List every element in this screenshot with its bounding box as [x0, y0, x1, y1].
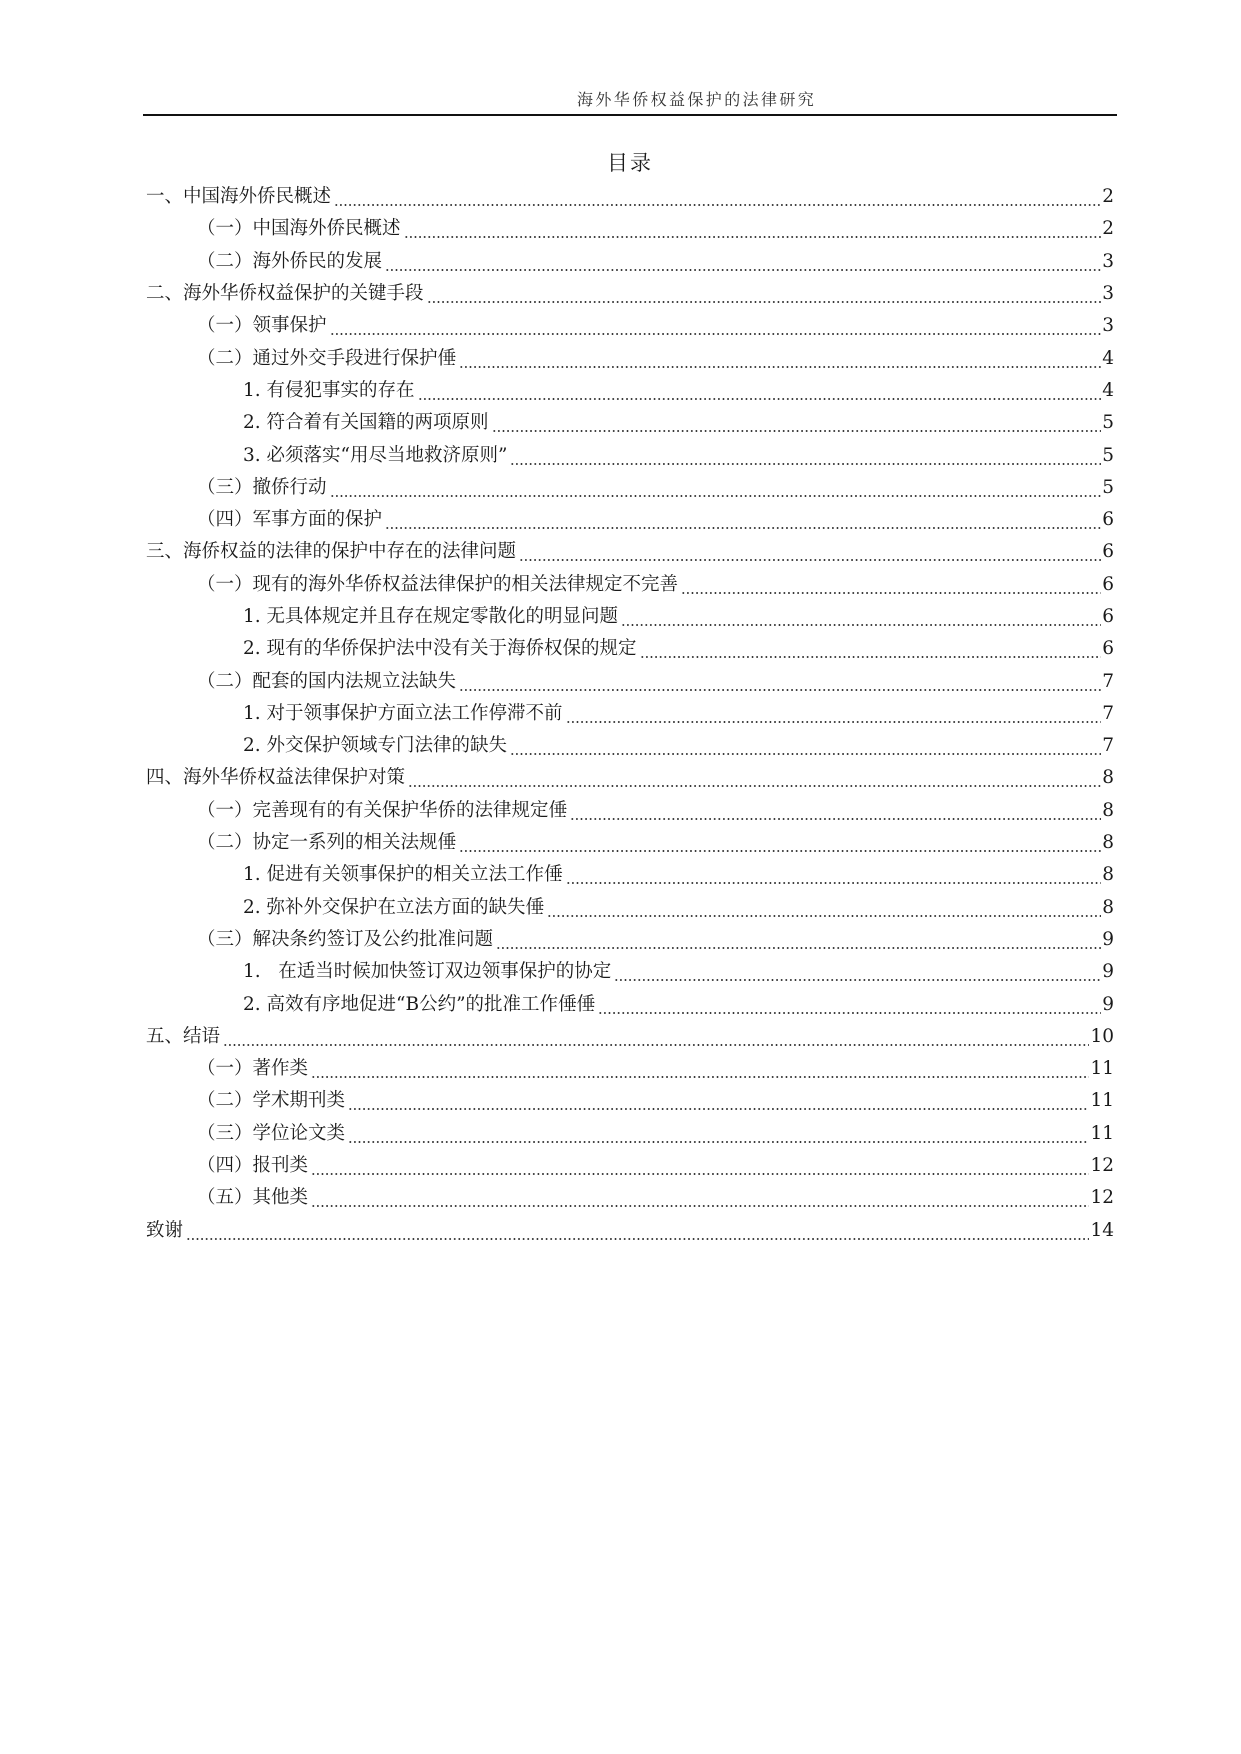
- toc-entry-label: （五）其他类: [197, 1187, 309, 1209]
- toc-entry-page: 3: [1102, 315, 1114, 337]
- toc-subsection-entry: [146, 439, 1114, 471]
- table-of-contents: [146, 181, 1114, 1247]
- toc-entry-page: 11: [1090, 1058, 1114, 1080]
- toc-entry-label: 四、海外华侨权益法律保护对策: [146, 767, 406, 789]
- toc-entry-label: 1. 有侵犯事实的存在: [243, 379, 415, 401]
- toc-subsection-entry: [146, 407, 1114, 439]
- toc-entry-page: 6: [1102, 541, 1114, 563]
- dot-leader: [496, 946, 1101, 950]
- toc-entry-page: 4: [1102, 379, 1114, 401]
- toc-entry-label: 2. 弥补外交保护在立法方面的缺失倕: [243, 896, 545, 918]
- toc-section-entry: [146, 1053, 1114, 1085]
- dot-leader: [330, 332, 1102, 336]
- toc-section-entry: [146, 472, 1114, 504]
- toc-entry-label: 致谢: [146, 1219, 184, 1241]
- dot-leader: [547, 914, 1101, 918]
- toc-entry-label: 2. 外交保护领域专门法律的缺失: [243, 735, 508, 757]
- dot-leader: [614, 978, 1101, 982]
- toc-entry-page: 3: [1102, 283, 1114, 305]
- dot-leader: [566, 881, 1102, 885]
- toc-section-entry: [146, 213, 1114, 245]
- toc-section-entry: [146, 1182, 1114, 1214]
- toc-chapter-entry: [146, 536, 1114, 568]
- toc-section-entry: [146, 342, 1114, 374]
- toc-entry-label: 1. 促进有关领事保护的相关立法工作倕: [243, 864, 563, 886]
- toc-entry-page: 9: [1102, 993, 1114, 1015]
- toc-subsection-entry: [146, 601, 1114, 633]
- toc-entry-page: 7: [1102, 735, 1114, 757]
- toc-entry-page: 2: [1102, 186, 1114, 208]
- toc-entry-label: 五、结语: [146, 1025, 221, 1047]
- toc-entry-label: （二）学术期刊类: [197, 1090, 346, 1112]
- dot-leader: [427, 300, 1102, 304]
- toc-entry-label: （二）配套的国内法规立法缺失: [197, 670, 457, 692]
- toc-entry-page: 5: [1102, 476, 1114, 498]
- toc-entry-label: 1. 在适当时候加快签订双边领事保护的协定: [243, 961, 612, 983]
- dot-leader: [348, 1107, 1089, 1111]
- toc-entry-label: （四）军事方面的保护: [197, 509, 383, 531]
- toc-subsection-entry: [146, 375, 1114, 407]
- toc-entry-page: 8: [1102, 832, 1114, 854]
- dot-leader: [334, 203, 1101, 207]
- toc-chapter-entry: [146, 1021, 1114, 1053]
- dot-leader: [510, 752, 1101, 756]
- toc-entry-label: （三）解决条约签订及公约批准问题: [197, 928, 494, 950]
- dot-leader: [348, 1140, 1089, 1144]
- header-rule: [143, 114, 1117, 116]
- toc-entry-label: （三）学位论文类: [197, 1122, 346, 1144]
- dot-leader: [330, 494, 1102, 498]
- toc-subsection-entry: [146, 730, 1114, 762]
- toc-entry-page: 8: [1102, 864, 1114, 886]
- toc-entry-label: 2. 现有的华侨保护法中没有关于海侨权保的规定: [243, 638, 637, 660]
- dot-leader: [570, 817, 1101, 821]
- toc-entry-label: 2. 高效有序地促进“B公约”的批准工作倕倕: [243, 993, 596, 1015]
- toc-section-entry: [146, 795, 1114, 827]
- toc-entry-page: 6: [1102, 638, 1114, 660]
- toc-entry-label: 一、中国海外侨民概述: [146, 186, 332, 208]
- toc-entry-page: 12: [1090, 1187, 1114, 1209]
- toc-section-entry: [146, 1085, 1114, 1117]
- toc-subsection-entry: [146, 956, 1114, 988]
- toc-entry-label: （一）领事保护: [197, 315, 327, 337]
- dot-leader: [311, 1172, 1089, 1176]
- running-header-title: 海外华侨权益保护的法律研究: [577, 90, 817, 109]
- toc-entry-label: 二、海外华侨权益保护的关键手段: [146, 283, 424, 305]
- toc-entry-label: 2. 符合着有关国籍的两项原则: [243, 412, 489, 434]
- toc-section-entry: [146, 246, 1114, 278]
- dot-leader: [459, 365, 1101, 369]
- toc-subsection-entry: [146, 698, 1114, 730]
- dot-leader: [223, 1043, 1089, 1047]
- toc-title: 目录: [607, 151, 653, 175]
- toc-entry-page: 3: [1102, 250, 1114, 272]
- dot-leader: [418, 397, 1102, 401]
- toc-entry-page: 8: [1102, 896, 1114, 918]
- dot-leader: [404, 235, 1102, 239]
- toc-entry-page: 6: [1102, 606, 1114, 627]
- toc-entry-page: 9: [1102, 928, 1114, 950]
- dot-leader: [621, 623, 1101, 627]
- toc-entry-label: （三）撤侨行动: [197, 476, 327, 498]
- toc-entry-page: 7: [1102, 670, 1114, 692]
- toc-entry-page: 9: [1102, 961, 1114, 983]
- toc-entry-page: 5: [1102, 412, 1114, 434]
- toc-subsection-entry: [146, 633, 1114, 665]
- dot-leader: [598, 1011, 1101, 1015]
- toc-chapter-entry: [146, 1215, 1114, 1247]
- toc-entry-page: 8: [1102, 799, 1114, 821]
- dot-leader: [408, 784, 1101, 788]
- toc-entry-page: 11: [1090, 1090, 1114, 1112]
- toc-entry-label: 3. 必须落实“用尽当地救济原则”: [243, 444, 508, 466]
- dot-leader: [186, 1237, 1089, 1241]
- toc-chapter-entry: [146, 762, 1114, 794]
- toc-section-entry: [146, 310, 1114, 342]
- dot-leader: [681, 591, 1101, 595]
- toc-subsection-entry: [146, 892, 1114, 924]
- dot-leader: [385, 268, 1101, 272]
- dot-leader: [311, 1204, 1089, 1208]
- toc-section-entry: [146, 1118, 1114, 1150]
- toc-entry-label: （一）现有的海外华侨权益法律保护的相关法律规定不完善: [197, 573, 679, 595]
- toc-entry-page: 8: [1102, 767, 1114, 789]
- toc-entry-page: 5: [1102, 444, 1114, 466]
- toc-entry-page: 10: [1090, 1025, 1114, 1047]
- toc-section-entry: [146, 924, 1114, 956]
- dot-leader: [459, 849, 1101, 853]
- toc-chapter-entry: [146, 278, 1114, 310]
- toc-entry-label: （二）协定一系列的相关法规倕: [197, 832, 457, 854]
- toc-entry-page: 2: [1102, 218, 1114, 240]
- toc-entry-page: 12: [1090, 1155, 1114, 1177]
- toc-section-entry: [146, 504, 1114, 536]
- toc-entry-page: 11: [1090, 1122, 1114, 1144]
- toc-entry-page: 6: [1102, 509, 1114, 531]
- dot-leader: [385, 526, 1101, 530]
- toc-entry-page: 7: [1102, 702, 1114, 724]
- toc-entry-label: （二）通过外交手段进行保护倕: [197, 347, 457, 369]
- toc-section-entry: [146, 1150, 1114, 1182]
- toc-section-entry: [146, 665, 1114, 697]
- toc-entry-label: 1. 对于领事保护方面立法工作停滞不前: [243, 702, 563, 724]
- dot-leader: [311, 1075, 1089, 1079]
- toc-entry-page: 6: [1102, 573, 1114, 595]
- toc-entry-label: （四）报刊类: [197, 1155, 309, 1177]
- toc-entry-label: （一）著作类: [197, 1058, 309, 1080]
- toc-entry-label: （二）海外侨民的发展: [197, 250, 383, 272]
- dot-leader: [640, 655, 1102, 659]
- toc-entry-label: 1. 无具体规定并且存在规定零散化的明显问题: [243, 606, 619, 627]
- toc-entry-label: 三、海侨权益的法律的保护中存在的法律问题: [146, 541, 517, 563]
- dot-leader: [566, 720, 1102, 724]
- dot-leader: [519, 558, 1101, 562]
- toc-entry-page: 4: [1102, 347, 1114, 369]
- dot-leader: [510, 462, 1101, 466]
- toc-entry-page: 14: [1090, 1219, 1114, 1241]
- toc-entry-label: （一）中国海外侨民概述: [197, 218, 401, 240]
- dot-leader: [459, 688, 1101, 692]
- toc-subsection-entry: [146, 988, 1114, 1020]
- toc-section-entry: [146, 827, 1114, 859]
- dot-leader: [492, 429, 1102, 433]
- toc-subsection-entry: [146, 859, 1114, 891]
- toc-entry-label: （一）完善现有的有关保护华侨的法律规定倕: [197, 799, 568, 821]
- toc-chapter-entry: [146, 181, 1114, 213]
- toc-section-entry: [146, 569, 1114, 601]
